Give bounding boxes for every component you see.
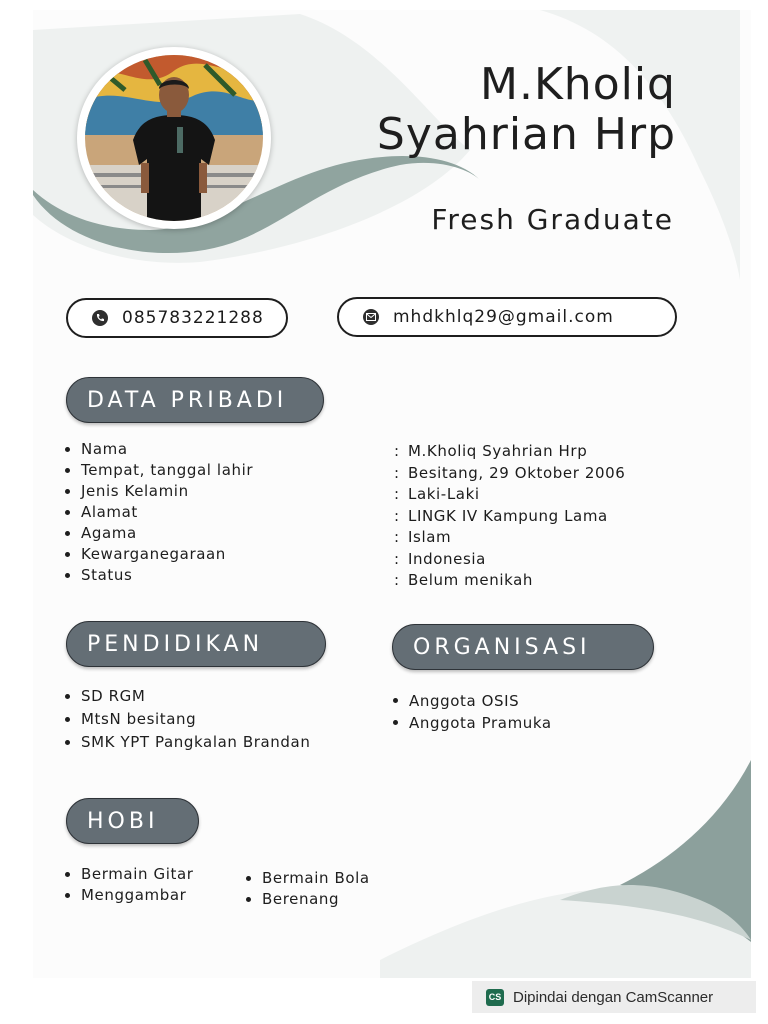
personal-value: Laki-Laki	[408, 485, 480, 503]
profile-photo	[77, 47, 271, 229]
phone-number: 085783221288	[122, 308, 264, 328]
hobby-item: Menggambar	[65, 885, 194, 906]
personal-label: Agama	[65, 523, 253, 544]
personal-value-row: : LINGK IV Kampung Lama	[394, 506, 608, 525]
organization-item: Anggota Pramuka	[393, 712, 552, 734]
email-pill	[337, 297, 677, 337]
section-heading-personal: DATA PRIBADI	[66, 377, 324, 423]
personal-label: Tempat, tanggal lahir	[65, 460, 253, 481]
hobby-list-2	[246, 868, 370, 910]
camscanner-logo-icon: CS	[486, 989, 504, 1006]
personal-value: M.Kholiq Syahrian Hrp	[408, 442, 588, 460]
personal-value: Belum menikah	[408, 571, 534, 589]
personal-value: Indonesia	[408, 549, 486, 568]
personal-label: Nama	[65, 439, 253, 460]
name-line-1: M.Kholiq	[480, 59, 676, 110]
hobby-item: Bermain Gitar	[65, 864, 194, 885]
education-item: MtsN besitang	[65, 708, 310, 731]
education-list	[65, 685, 310, 754]
personal-value: Besitang, 29 Oktober 2006	[408, 463, 626, 482]
personal-value-row: : Laki-Laki	[394, 485, 480, 503]
hobby-list-1	[65, 864, 194, 906]
education-item: SMK YPT Pangkalan Brandan	[65, 731, 310, 754]
personal-value-row: : Islam	[394, 528, 452, 546]
full-name	[377, 60, 676, 160]
section-heading-organization: ORGANISASI	[392, 624, 654, 670]
phone-pill	[66, 298, 288, 338]
personal-value: Islam	[408, 528, 452, 546]
email-address: mhdkhlq29@gmail.com	[393, 307, 614, 327]
personal-value-row: : Indonesia	[394, 549, 486, 568]
profile-photo-image	[85, 55, 263, 221]
section-heading-education: PENDIDIKAN	[66, 621, 326, 667]
personal-label: Jenis Kelamin	[65, 481, 253, 502]
phone-icon	[92, 310, 108, 326]
personal-value: LINGK IV Kampung Lama	[408, 506, 608, 525]
camscanner-watermark	[472, 981, 756, 1013]
camscanner-text: Dipindai dengan CamScanner	[513, 988, 714, 1006]
personal-value-row: : M.Kholiq Syahrian Hrp	[394, 442, 588, 460]
section-heading-hobbies: HOBI	[66, 798, 199, 844]
personal-label: Alamat	[65, 502, 253, 523]
personal-label: Status	[65, 565, 253, 586]
personal-labels	[65, 439, 253, 586]
organization-list	[393, 690, 552, 734]
hobby-item: Berenang	[246, 889, 370, 910]
hobby-item: Bermain Bola	[246, 868, 370, 889]
name-line-2: Syahrian Hrp	[376, 109, 676, 160]
personal-value-row: : Besitang, 29 Oktober 2006	[394, 463, 626, 482]
organization-item: Anggota OSIS	[393, 690, 552, 712]
education-item: SD RGM	[65, 685, 310, 708]
personal-label: Kewarganegaraan	[65, 544, 253, 565]
job-title: Fresh Graduate	[431, 203, 674, 236]
email-icon	[363, 309, 379, 325]
personal-value-row: : Belum menikah	[394, 571, 534, 589]
personal-values	[394, 441, 625, 592]
